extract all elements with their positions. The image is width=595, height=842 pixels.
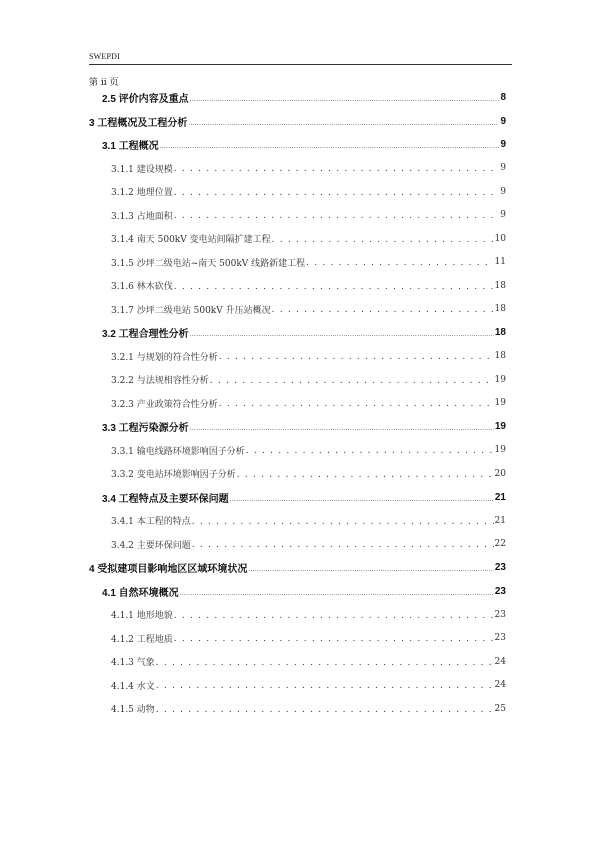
toc-leader-dots bbox=[156, 681, 494, 691]
toc-entry-page: 19 bbox=[494, 398, 506, 409]
toc-entry-title: 3.2.1 与规划的符合性分析 bbox=[111, 352, 218, 363]
toc-entry-page: 10 bbox=[494, 233, 506, 244]
toc-entry[interactable] bbox=[89, 227, 506, 251]
toc-entry-title: 4 受拟建项目影响地区区域环境状况 bbox=[89, 564, 248, 576]
toc-entry-page: 19 bbox=[494, 445, 506, 456]
header-divider bbox=[89, 64, 512, 65]
toc-entry-page: 9 bbox=[500, 163, 506, 174]
toc-entry-title: 2.5 评价内容及重点 bbox=[102, 94, 189, 106]
toc-entry[interactable] bbox=[89, 674, 506, 698]
toc-entry[interactable] bbox=[89, 533, 506, 557]
toc-leader-dots bbox=[156, 658, 494, 668]
toc-entry[interactable] bbox=[89, 368, 506, 392]
toc-entry-title: 3.3.1 输电线路环境影响因子分析 bbox=[111, 446, 245, 457]
toc-entry-title: 3.2.3 产业政策符合性分析 bbox=[111, 399, 218, 410]
toc-leader-dots bbox=[272, 235, 494, 245]
toc-leader-dots bbox=[237, 470, 494, 480]
toc-leader-dots bbox=[248, 563, 494, 574]
toc-leader-dots bbox=[190, 93, 500, 104]
toc-leader-dots bbox=[219, 352, 494, 362]
toc-entry-page: 18 bbox=[494, 280, 506, 291]
toc-entry-title: 4.1.4 水文 bbox=[111, 681, 155, 692]
toc-leader-dots bbox=[160, 140, 500, 151]
toc-entry[interactable] bbox=[89, 251, 506, 275]
toc-entry[interactable] bbox=[89, 204, 506, 228]
table-of-contents bbox=[89, 86, 506, 721]
toc-entry-title: 3.1.2 地理位置 bbox=[111, 188, 173, 199]
toc-entry-page: 25 bbox=[494, 703, 506, 714]
toc-entry-page: 9 bbox=[500, 115, 506, 127]
toc-entry-page: 23 bbox=[494, 633, 506, 644]
toc-leader-dots bbox=[174, 188, 500, 198]
toc-entry[interactable] bbox=[89, 392, 506, 416]
toc-leader-dots bbox=[174, 634, 494, 644]
toc-entry-page: 11 bbox=[494, 257, 506, 268]
toc-entry-page: 20 bbox=[494, 468, 506, 479]
toc-entry-title: 4.1.5 动物 bbox=[111, 705, 155, 716]
toc-entry-page: 19 bbox=[494, 374, 506, 385]
toc-entry[interactable] bbox=[89, 650, 506, 674]
toc-entry[interactable] bbox=[89, 298, 506, 322]
toc-entry-page: 18 bbox=[494, 327, 506, 339]
toc-leader-dots bbox=[272, 305, 494, 315]
toc-entry-page: 9 bbox=[500, 210, 506, 221]
toc-entry-title: 4.1.2 工程地质 bbox=[111, 634, 173, 645]
document-header: SWEPDI bbox=[89, 52, 120, 61]
toc-entry-title: 3.4.1 本工程的特点 bbox=[111, 517, 191, 528]
toc-leader-dots bbox=[174, 211, 500, 221]
toc-entry-page: 18 bbox=[494, 351, 506, 362]
toc-entry-title: 3.1.1 建设规模 bbox=[111, 164, 173, 175]
toc-entry-title: 3.1.6 林木砍伐 bbox=[111, 282, 173, 293]
toc-entry[interactable] bbox=[89, 157, 506, 181]
toc-leader-dots bbox=[306, 258, 493, 268]
toc-leader-dots bbox=[230, 493, 494, 504]
toc-entry-page: 24 bbox=[494, 680, 506, 691]
toc-entry-title: 3.1.4 南天 500kV 变电站间隔扩建工程 bbox=[111, 235, 271, 246]
toc-leader-dots bbox=[190, 422, 494, 433]
page-number-label: 第 ii 页 bbox=[89, 78, 119, 88]
toc-entry-title: 3.3.2 变电站环境影响因子分析 bbox=[111, 470, 236, 481]
toc-entry-title: 3.2 工程合理性分析 bbox=[102, 329, 189, 341]
toc-entry[interactable] bbox=[89, 603, 506, 627]
toc-entry-title: 3.3 工程污染源分析 bbox=[102, 423, 189, 435]
toc-entry[interactable] bbox=[89, 580, 506, 604]
toc-entry-page: 23 bbox=[494, 609, 506, 620]
toc-entry[interactable] bbox=[89, 86, 506, 110]
toc-entry[interactable] bbox=[89, 110, 506, 134]
toc-entry-title: 3.1.3 占地面积 bbox=[111, 211, 173, 222]
toc-entry-page: 23 bbox=[494, 562, 506, 574]
toc-entry[interactable] bbox=[89, 133, 506, 157]
toc-leader-dots bbox=[180, 587, 494, 598]
toc-entry-page: 22 bbox=[494, 539, 506, 550]
toc-leader-dots bbox=[174, 164, 500, 174]
toc-entry-page: 19 bbox=[494, 421, 506, 433]
toc-entry-title: 3.1 工程概况 bbox=[102, 141, 159, 153]
toc-entry[interactable] bbox=[89, 439, 506, 463]
toc-entry-title: 3.4 工程特点及主要环保问题 bbox=[102, 493, 229, 505]
toc-entry-title: 3 工程概况及工程分析 bbox=[89, 117, 188, 129]
toc-entry[interactable] bbox=[89, 180, 506, 204]
toc-leader-dots bbox=[210, 376, 494, 386]
toc-entry-page: 21 bbox=[494, 491, 506, 503]
toc-entry-page: 9 bbox=[500, 139, 506, 151]
toc-entry-title: 3.1.7 沙坪二级电站 500kV 升压站概况 bbox=[111, 305, 271, 316]
toc-entry-title: 4.1.3 气象 bbox=[111, 658, 155, 669]
toc-entry[interactable] bbox=[89, 486, 506, 510]
toc-entry-title: 4.1 自然环境概况 bbox=[102, 587, 179, 599]
toc-entry[interactable] bbox=[89, 321, 506, 345]
toc-entry-page: 23 bbox=[494, 585, 506, 597]
toc-entry-title: 3.4.2 主要环保问题 bbox=[111, 540, 191, 551]
toc-leader-dots bbox=[188, 117, 499, 128]
toc-entry-title: 3.2.2 与法规相容性分析 bbox=[111, 376, 209, 387]
toc-entry-page: 8 bbox=[500, 92, 506, 104]
toc-entry-page: 24 bbox=[494, 656, 506, 667]
toc-entry-title: 4.1.1 地形地貌 bbox=[111, 611, 173, 622]
toc-entry[interactable] bbox=[89, 274, 506, 298]
toc-leader-dots bbox=[192, 540, 494, 550]
toc-leader-dots bbox=[192, 517, 494, 527]
toc-leader-dots bbox=[246, 446, 494, 456]
toc-entry-page: 18 bbox=[494, 304, 506, 315]
toc-entry-page: 9 bbox=[500, 186, 506, 197]
toc-entry-title: 3.1.5 沙坪二级电站~南天 500kV 线路新建工程 bbox=[111, 258, 306, 269]
toc-entry[interactable] bbox=[89, 509, 506, 533]
toc-leader-dots bbox=[219, 399, 494, 409]
toc-entry[interactable] bbox=[89, 462, 506, 486]
toc-entry[interactable] bbox=[89, 415, 506, 439]
toc-entry-page: 21 bbox=[494, 515, 506, 526]
toc-entry[interactable] bbox=[89, 556, 506, 580]
toc-leader-dots bbox=[174, 611, 494, 621]
toc-entry[interactable] bbox=[89, 345, 506, 369]
toc-entry[interactable] bbox=[89, 627, 506, 651]
toc-leader-dots bbox=[190, 328, 494, 339]
toc-entry[interactable] bbox=[89, 697, 506, 721]
toc-leader-dots bbox=[156, 705, 494, 715]
toc-leader-dots bbox=[174, 282, 494, 292]
